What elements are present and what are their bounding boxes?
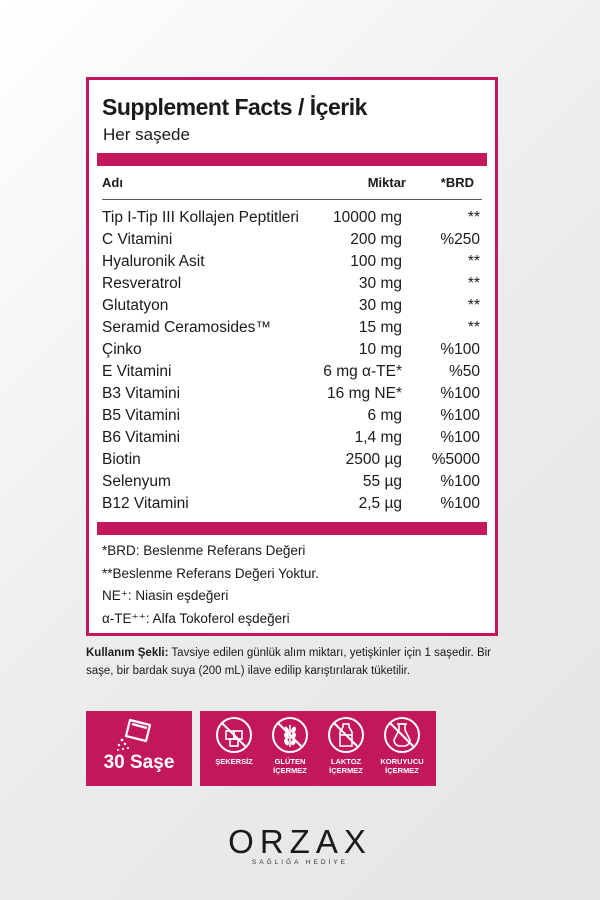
header-brd: *BRD <box>440 175 474 190</box>
sachet-icon <box>114 716 164 752</box>
ingredient-amount: 30 mg <box>358 297 402 314</box>
ingredient-name: E Vitamini <box>102 363 172 380</box>
ingredient-amount: 1,4 mg <box>354 429 402 446</box>
sachet-count-label: 30 Saşe <box>103 752 175 773</box>
header-name: Adı <box>102 175 123 190</box>
ingredient-name: Hyaluronik Asit <box>102 253 205 270</box>
ingredient-amount: 30 mg <box>358 275 402 292</box>
feature-label: GLÜTEN İÇERMEZ <box>273 757 307 775</box>
ingredient-brd: %100 <box>440 473 480 490</box>
feature-sugar-free <box>208 716 260 786</box>
feature-preservative-free <box>376 716 428 786</box>
ingredient-name: Biotin <box>102 451 141 468</box>
ingredient-name: B3 Vitamini <box>102 385 181 402</box>
ingredient-name: Tip I-Tip III Kollajen Peptitleri <box>102 209 299 226</box>
table-row <box>102 407 480 429</box>
feature-label: LAKTOZ İÇERMEZ <box>329 757 363 775</box>
ingredient-name: Resveratrol <box>102 275 182 292</box>
ingredient-amount: 2500 µg <box>345 451 402 468</box>
ingredient-brd: ** <box>467 319 480 336</box>
ingredient-brd: %5000 <box>431 451 480 468</box>
table-row <box>102 209 480 231</box>
feature-label: ŞEKERSİZ <box>215 757 253 766</box>
feature-lactose-free <box>320 716 372 786</box>
table-row <box>102 495 480 517</box>
ingredient-brd: %100 <box>440 341 480 358</box>
facts-title: Supplement Facts / İçerik <box>102 94 367 120</box>
ingredient-brd: %100 <box>440 495 480 512</box>
ingredient-brd: ** <box>467 297 480 314</box>
ingredient-brd: %100 <box>440 429 480 446</box>
ingredient-name: B12 Vitamini <box>102 495 189 512</box>
table-row <box>102 319 480 341</box>
ingredient-amount: 10 mg <box>358 341 402 358</box>
table-row <box>102 341 480 363</box>
footnote: α-TE⁺⁺: Alfa Tokoferol eşdeğeri <box>102 610 290 626</box>
usage-label: Kullanım Şekli: <box>86 647 169 659</box>
sugar-free-icon <box>215 716 253 754</box>
ingredient-brd: ** <box>467 209 480 226</box>
ingredient-amount: 6 mg <box>367 407 402 424</box>
facts-header-row <box>102 175 482 193</box>
ingredient-name: Seramid Ceramosides™ <box>102 319 271 336</box>
ingredient-name: C Vitamini <box>102 231 173 248</box>
preservative-free-icon <box>383 716 421 754</box>
ingredient-amount: 55 µg <box>362 473 402 490</box>
header-amount: Miktar <box>367 175 406 190</box>
supplement-facts-panel <box>86 77 498 636</box>
ingredient-brd: %100 <box>440 407 480 424</box>
ingredient-amount: 100 mg <box>350 253 402 270</box>
table-row <box>102 275 480 297</box>
ingredient-amount: 6 mg α-TE* <box>323 363 402 380</box>
top-accent-bar <box>97 153 487 166</box>
sachet-count-badge <box>86 711 192 786</box>
gluten-free-icon <box>271 716 309 754</box>
header-divider <box>102 199 482 200</box>
ingredient-brd: ** <box>467 275 480 292</box>
ingredient-brd: ** <box>467 253 480 270</box>
footnote: NE⁺: Niasin eşdeğeri <box>102 588 229 603</box>
ingredient-name: Çinko <box>102 341 142 358</box>
ingredient-amount: 16 mg NE* <box>327 385 402 402</box>
brand-logo: ORZAX <box>228 823 372 860</box>
ingredient-name: B6 Vitamini <box>102 429 181 446</box>
ingredient-brd: %50 <box>448 363 480 380</box>
ingredient-name: B5 Vitamini <box>102 407 181 424</box>
table-row <box>102 451 480 473</box>
ingredient-brd: %250 <box>440 231 480 248</box>
ingredient-brd: %100 <box>440 385 480 402</box>
footnote: *BRD: Beslenme Referans Değeri <box>102 543 306 558</box>
feature-gluten-free <box>264 716 316 786</box>
ingredient-amount: 15 mg <box>358 319 402 336</box>
ingredient-amount: 10000 mg <box>333 209 402 226</box>
ingredient-amount: 2,5 µg <box>358 495 402 512</box>
usage-text: Tavsiye edilen günlük alım miktarı, yetişkinler için 1 saşedir. Bir saşe, bir bardak suya (200 mL) ilave edilip karıştırılarak tüketilir. <box>86 647 491 677</box>
table-row <box>102 363 480 385</box>
footnote: **Beslenme Referans Değeri Yoktur. <box>102 565 319 581</box>
table-row <box>102 253 480 275</box>
table-row <box>102 429 480 451</box>
facts-rows <box>102 209 480 517</box>
feature-label: KORUYUCU İÇERMEZ <box>380 757 424 775</box>
facts-subtitle: Her saşede <box>103 125 190 144</box>
table-row <box>102 385 480 407</box>
brand-tagline: SAĞLIĞA HEDİYE <box>251 859 349 866</box>
usage-instructions <box>86 644 498 680</box>
ingredient-name: Selenyum <box>102 473 171 490</box>
bottom-accent-bar <box>97 522 487 535</box>
table-row <box>102 473 480 495</box>
footnotes <box>102 543 319 633</box>
table-row <box>102 297 480 319</box>
feature-badges <box>200 711 436 786</box>
ingredient-amount: 200 mg <box>350 231 402 248</box>
table-row <box>102 231 480 253</box>
lactose-free-icon <box>327 716 365 754</box>
ingredient-name: Glutatyon <box>102 297 169 314</box>
